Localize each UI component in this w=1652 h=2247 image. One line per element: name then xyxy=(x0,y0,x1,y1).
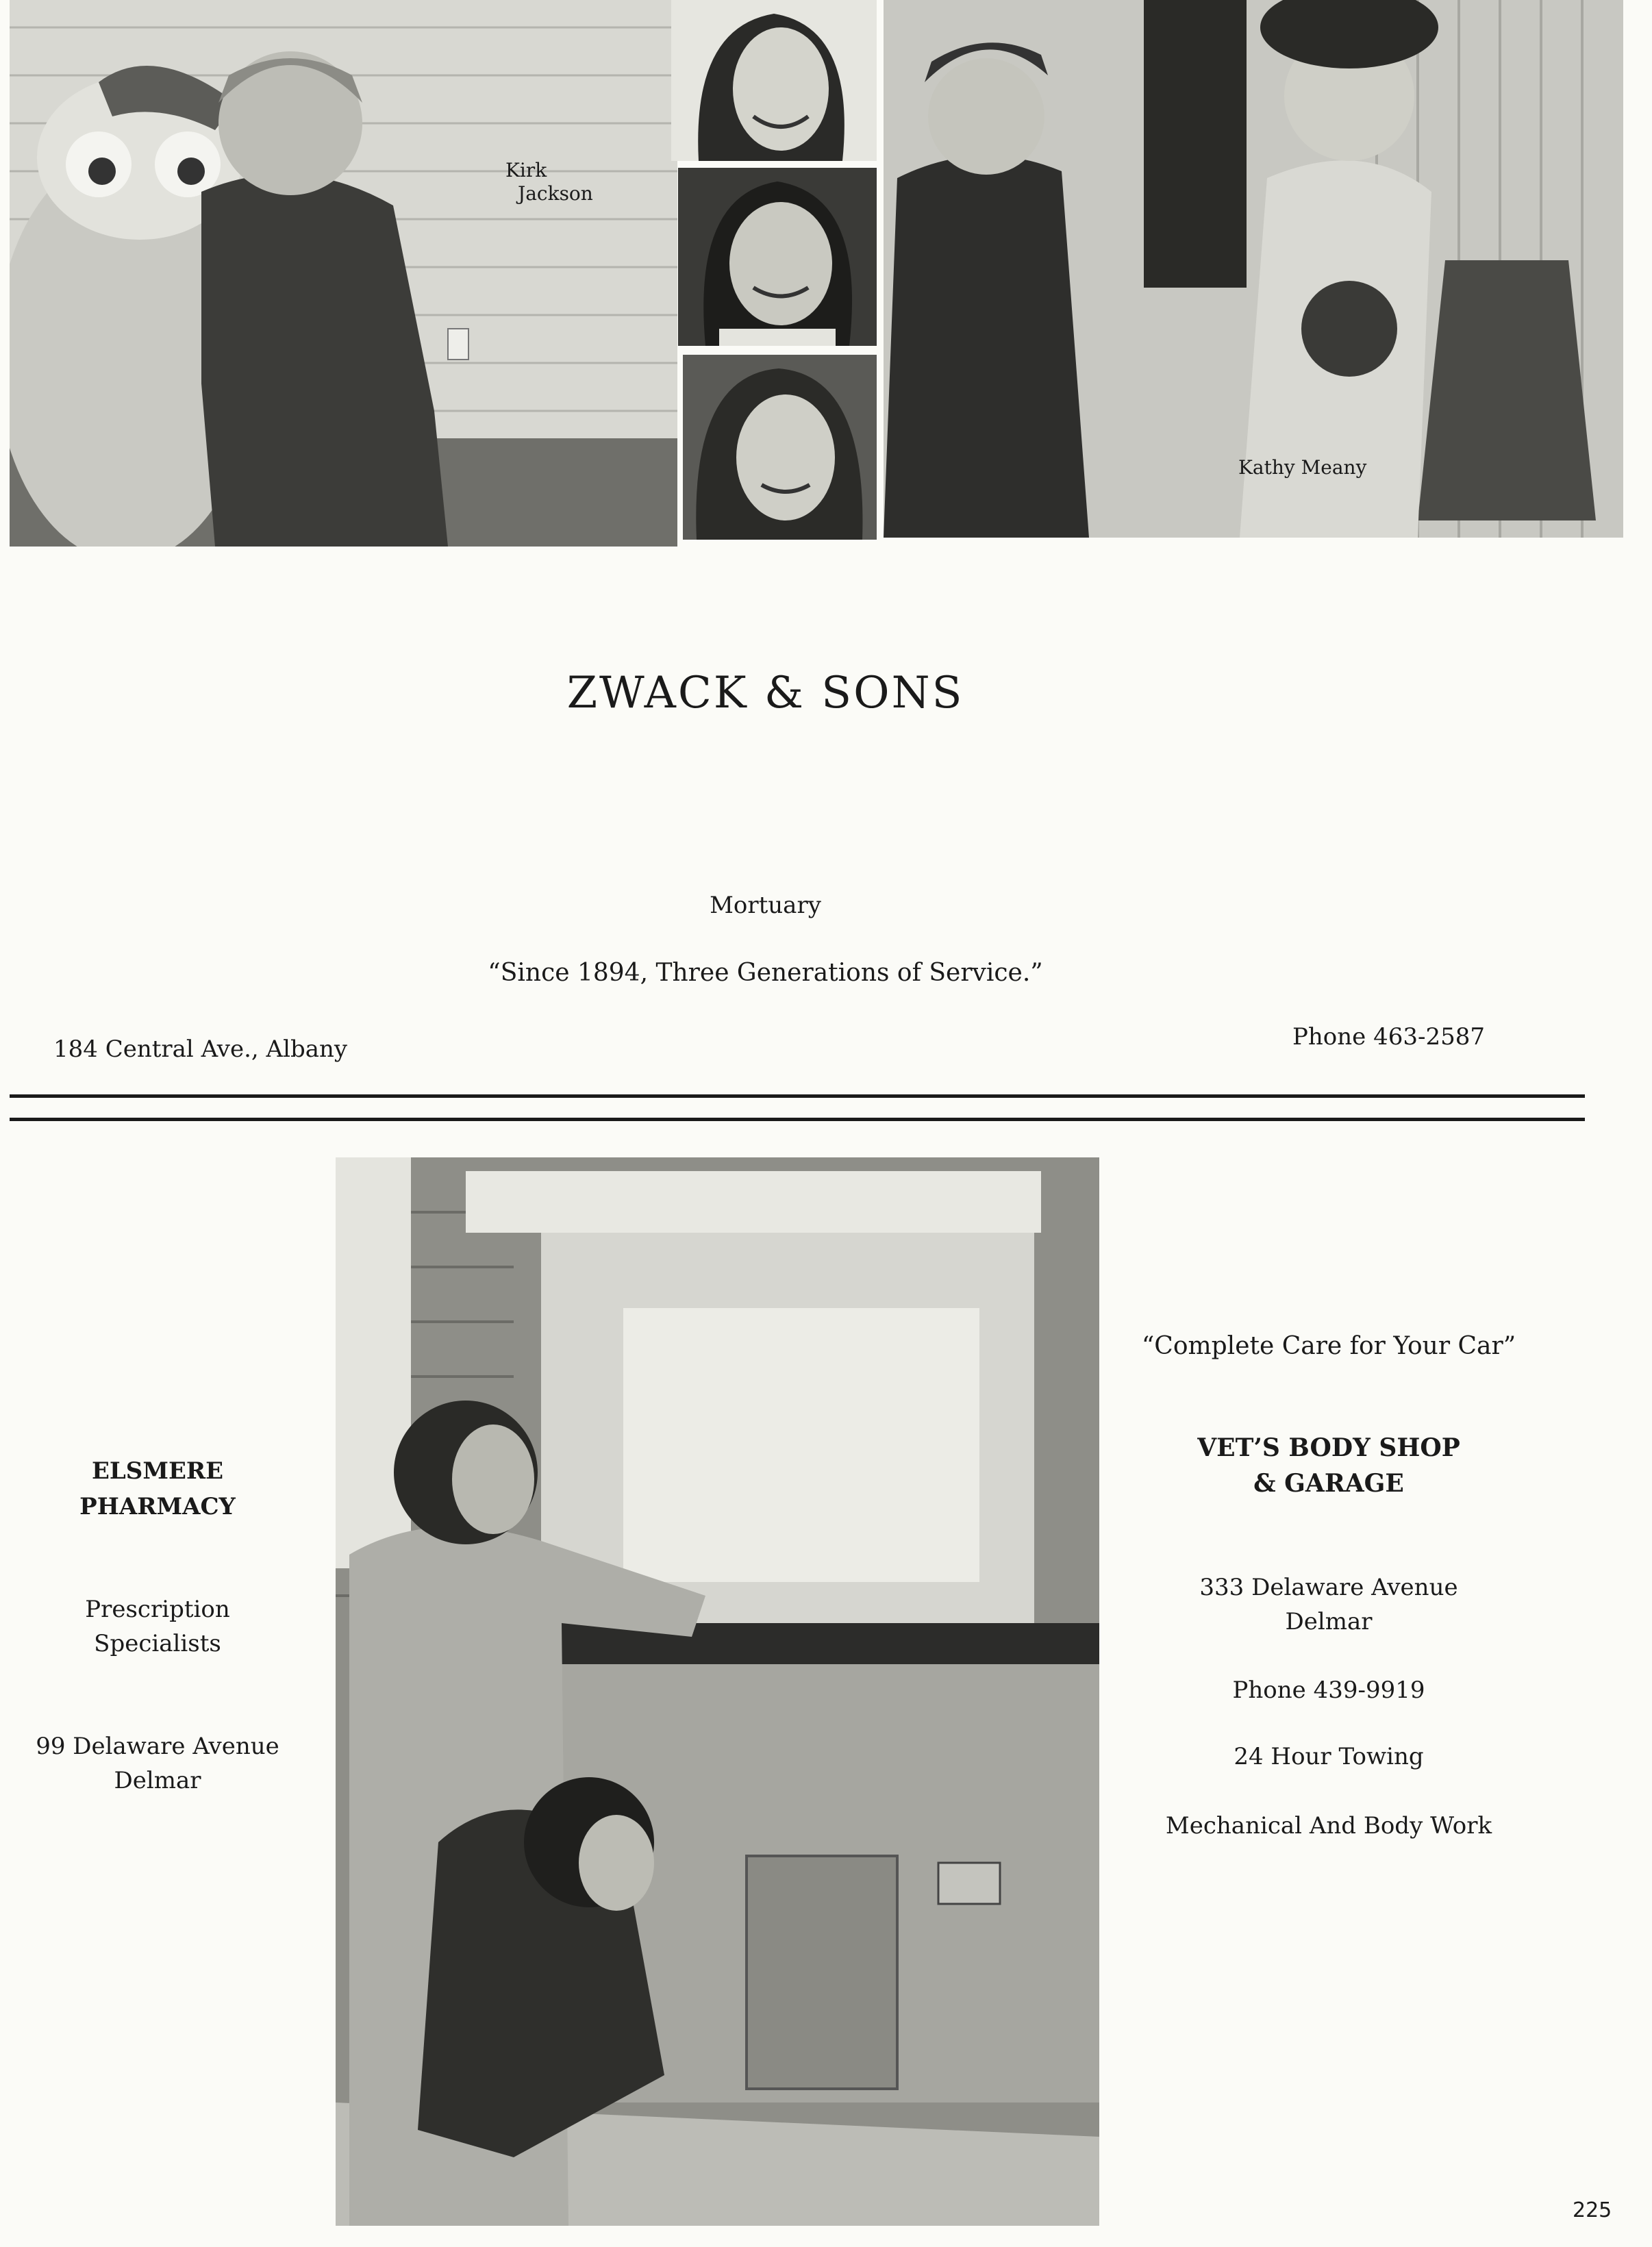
elsmere-name-line1: ELSMERE xyxy=(91,1457,224,1485)
zwack-name: ZWACK & SONS xyxy=(566,668,964,718)
page-number: 225 xyxy=(1573,2198,1612,2222)
photo-portrait-top xyxy=(671,0,877,161)
zwack-type: Mortuary xyxy=(710,892,821,919)
vets-service-towing: 24 Hour Towing xyxy=(1234,1743,1424,1770)
vets-name-line2: & GARAGE xyxy=(1253,1469,1404,1498)
zwack-slogan: “Since 1894, Three Generations of Service.” xyxy=(488,959,1043,987)
vets-phone: Phone 439-9919 xyxy=(1232,1677,1425,1704)
elsmere-address-line2: Delmar xyxy=(114,1767,201,1794)
elsmere-tagline-line2: Specialists xyxy=(94,1630,221,1657)
vets-service-mechanical: Mechanical And Body Work xyxy=(1165,1812,1492,1840)
photo-portrait-bottom xyxy=(683,355,877,540)
vets-slogan: “Complete Care for Your Car” xyxy=(1141,1332,1516,1360)
kirk-caption-line1: Kirk xyxy=(505,159,547,181)
kathy-caption: Kathy Meany xyxy=(1238,456,1367,479)
zwack-phone: Phone 463-2587 xyxy=(1292,1023,1485,1051)
elsmere-tagline-line1: Prescription xyxy=(85,1596,230,1623)
vets-name-line1: VET’S BODY SHOP xyxy=(1197,1433,1460,1462)
zwack-address: 184 Central Ave., Albany xyxy=(53,1035,348,1063)
photo-kirk-jackson xyxy=(10,0,677,547)
divider-rule-top xyxy=(10,1094,1585,1098)
vets-address-line2: Delmar xyxy=(1285,1608,1373,1635)
photo-drive-through-window xyxy=(336,1157,1099,2226)
photo-portrait-middle xyxy=(678,168,877,346)
elsmere-name-line2: PHARMACY xyxy=(79,1493,236,1520)
divider-rule-bottom xyxy=(10,1118,1585,1121)
kirk-caption-line2: Jackson xyxy=(518,182,593,205)
elsmere-address-line1: 99 Delaware Avenue xyxy=(36,1733,279,1760)
vets-address-line1: 333 Delaware Avenue xyxy=(1199,1574,1458,1601)
